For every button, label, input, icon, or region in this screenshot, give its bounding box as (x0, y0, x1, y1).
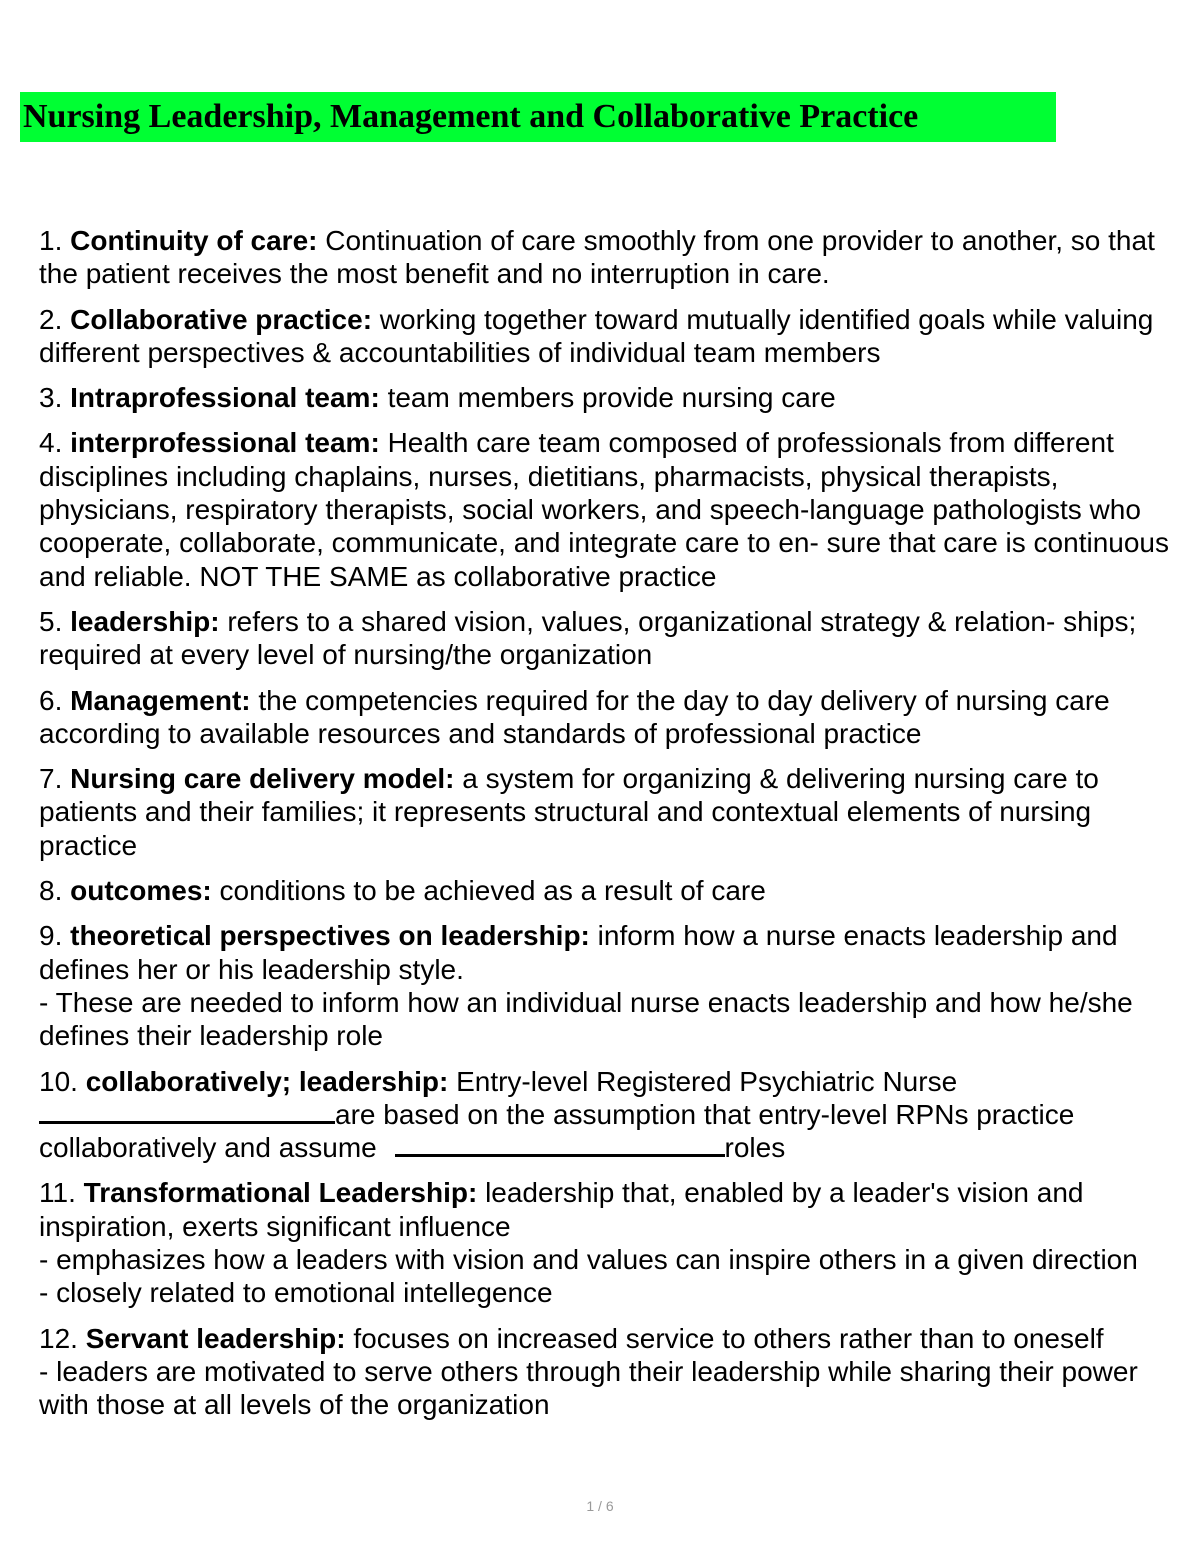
document-title: Nursing Leadership, Management and Collaborative Practice (20, 92, 1056, 142)
item-number: 2. (39, 303, 63, 335)
item-term: Servant leadership: (85, 1322, 346, 1354)
item-note: - emphasizes how a leaders with vision and values can inspire others in a given direction (39, 1244, 1138, 1276)
item-number: 10. (39, 1065, 78, 1097)
item-number: 3. (39, 382, 63, 414)
item-definition: conditions to be achieved as a result of care (219, 875, 766, 907)
definitions-list (39, 224, 1169, 1434)
item-term: outcomes: (70, 875, 212, 907)
item-number: 1. (39, 225, 63, 256)
item-definition: Continuation of care smoothly from one provider to another, so that the patient receives the most benefit and no interruption in care. (39, 225, 1155, 290)
item-note: - These are needed to inform how an individual nurse enacts leadership and how he/she defines their leadership role (39, 986, 1133, 1052)
item-number: 4. (39, 427, 63, 459)
item-number: 6. (39, 684, 63, 716)
item-term: Nursing care delivery model: (70, 763, 455, 795)
item-definition-part: Entry-level Registered Psychiatric Nurse (456, 1065, 958, 1097)
item-definition: the competencies required for the day to day delivery of nursing care according to available resources and standards of professional practice (39, 684, 1110, 749)
item-term: theoretical perspectives on leadership: (70, 920, 590, 952)
item-note: - closely related to emotional intellegence (39, 1277, 553, 1309)
item-term: Management: (70, 684, 251, 716)
list-item (39, 919, 1169, 1052)
item-definition: team members provide nursing care (387, 382, 836, 414)
item-term: Transformational Leadership: (83, 1177, 478, 1209)
item-number: 11. (39, 1177, 76, 1209)
page-number: 1 / 6 (586, 1498, 614, 1514)
item-definition: focuses on increased service to others rather than to oneself (353, 1322, 1104, 1354)
fill-in-blank (395, 1132, 725, 1157)
item-definition: refers to a shared vision, values, organizational strategy & relation- ships; required at every level of nursing/the organization (39, 605, 1137, 671)
item-definition: working together toward mutually identified goals while valuing different perspectives & accountabilities of individual team members (39, 303, 1154, 368)
list-item (39, 762, 1169, 862)
item-term: Continuity of care: (70, 225, 318, 256)
item-definition: leadership that, enabled by a leader's vision and inspiration, exerts significant influence (39, 1177, 1084, 1242)
list-item (39, 874, 1169, 907)
item-term: leadership: (70, 605, 220, 637)
item-definition-part: are based on the assumption that entry-level RPNs practice collaboratively and assume (39, 1098, 1075, 1164)
item-term: Intraprofessional team: (70, 382, 380, 414)
item-definition: Health care team composed of professionals from different disciplines including chaplains, nurses, dietitians, pharmacists, physical therapists, physicians, respiratory therapists, social workers, and speech-language pathologists who cooperate, collaborate, communicate, and integrate care to en- sure that care is continuous and reliable. NOT THE SAME as collaborative practice (39, 427, 1169, 592)
item-number: 5. (39, 605, 63, 637)
list-item (39, 224, 1169, 291)
list-item (39, 303, 1169, 370)
list-item (39, 605, 1169, 672)
list-item (39, 1176, 1169, 1309)
item-number: 9. (39, 920, 63, 952)
list-item (39, 1065, 1169, 1165)
item-number: 8. (39, 875, 63, 907)
list-item (39, 684, 1169, 751)
item-definition: a system for organizing & delivering nursing care to patients and their families; it represents structural and contextual elements of nursing practice (39, 763, 1099, 861)
item-definition: inform how a nurse enacts leadership and defines her or his leadership style. (39, 920, 1118, 985)
item-definition-part: roles (724, 1132, 786, 1164)
item-term: Collaborative practice: (70, 303, 373, 335)
list-item (39, 381, 1169, 414)
list-item (39, 426, 1169, 592)
item-term: interprofessional team: (70, 427, 380, 459)
item-number: 12. (39, 1322, 78, 1354)
fill-in-blank (39, 1099, 335, 1124)
list-item (39, 1322, 1169, 1422)
item-note: - leaders are motivated to serve others through their leadership while sharing their power with those at all levels of the organization (39, 1355, 1138, 1421)
item-number: 7. (39, 763, 63, 795)
item-term: collaboratively; leadership: (85, 1065, 449, 1097)
